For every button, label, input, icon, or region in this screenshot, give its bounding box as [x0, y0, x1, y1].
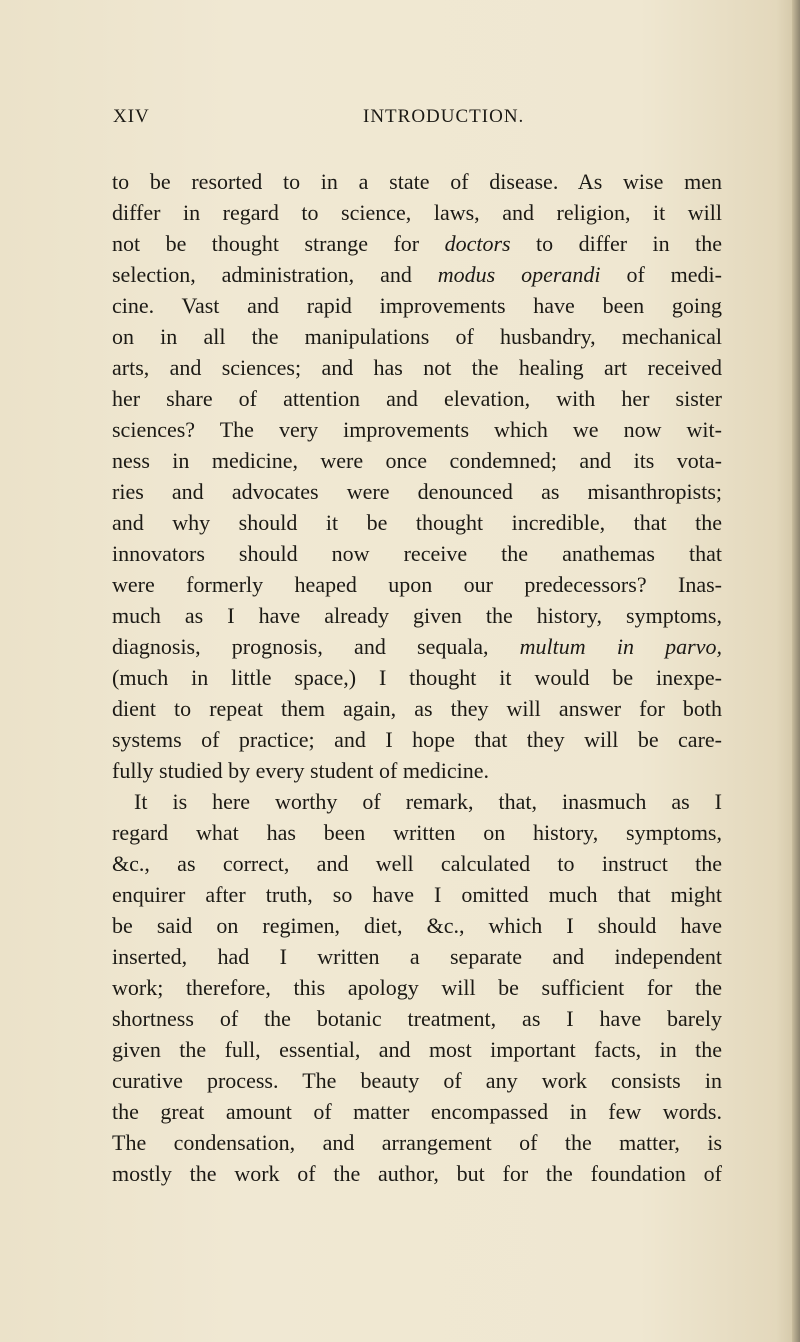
text-line: mostly the work of the author, but for the foundation of — [112, 1161, 722, 1186]
text-line: systems of practice; and I hope that they will be care- — [112, 727, 722, 752]
text-line: curative process. The beauty of any work consists in — [112, 1068, 722, 1093]
text-line: ness in medicine, were once condemned; and its vota- — [112, 448, 722, 473]
text-line: selection, administration, and modus operandi of medi- — [112, 262, 722, 287]
text-line: dient to repeat them again, as they will answer for both — [112, 696, 722, 721]
text-line: differ in regard to science, laws, and religion, it will — [112, 200, 722, 225]
italic-term: multum in parvo, — [519, 634, 722, 659]
text-line: work; therefore, this apology will be sufficient for the — [112, 975, 722, 1000]
text-line: much as I have already given the history, symptoms, — [112, 603, 722, 628]
text-line: enquirer after truth, so have I omitted much that might — [112, 882, 722, 907]
text-line: on in all the manipulations of husbandry, mechanical — [112, 324, 722, 349]
page-edge — [792, 0, 800, 1342]
text-line: to be resorted to in a state of disease. As wise men — [112, 169, 722, 194]
text-line: the great amount of matter encompassed in few words. — [112, 1099, 722, 1124]
text-line: and why should it be thought incredible, that the — [112, 510, 722, 535]
text-line: diagnosis, prognosis, and sequala, multum in parvo, — [112, 634, 722, 659]
text-line: be said on regimen, diet, &c., which I should have — [112, 913, 722, 938]
text-line: shortness of the botanic treatment, as I have barely — [112, 1006, 722, 1031]
text-line: her share of attention and elevation, with her sister — [112, 386, 722, 411]
page-number: XIV — [113, 106, 150, 127]
text-line: given the full, essential, and most important facts, in the — [112, 1037, 722, 1062]
text-line: arts, and sciences; and has not the healing art received — [112, 355, 722, 380]
text-line: not be thought strange for doctors to differ in the — [112, 231, 722, 256]
text-line: sciences? The very improvements which we now wit- — [112, 417, 722, 442]
text-line: &c., as correct, and well calculated to instruct the — [112, 851, 722, 876]
text-line: fully studied by every student of medicine. — [112, 758, 489, 783]
text-line: were formerly heaped upon our predecessors? Inas- — [112, 572, 722, 597]
text-line: innovators should now receive the anathemas that — [112, 541, 722, 566]
running-title: INTRODUCTION. — [363, 106, 525, 127]
body-text — [112, 166, 722, 1189]
text-line: cine. Vast and rapid improvements have been going — [112, 293, 722, 318]
italic-term: doctors — [444, 231, 511, 256]
text-line: inserted, had I written a separate and independent — [112, 944, 722, 969]
italic-term: modus operandi — [437, 262, 601, 287]
text-line: It is here worthy of remark, that, inasmuch as I — [134, 789, 722, 814]
text-line: ries and advocates were denounced as misanthropists; — [112, 479, 722, 504]
text-line: The condensation, and arrangement of the matter, is — [112, 1130, 722, 1155]
running-head — [113, 106, 713, 136]
text-line: regard what has been written on history, symptoms, — [112, 820, 722, 845]
text-line: (much in little space,) I thought it would be inexpe- — [112, 665, 722, 690]
